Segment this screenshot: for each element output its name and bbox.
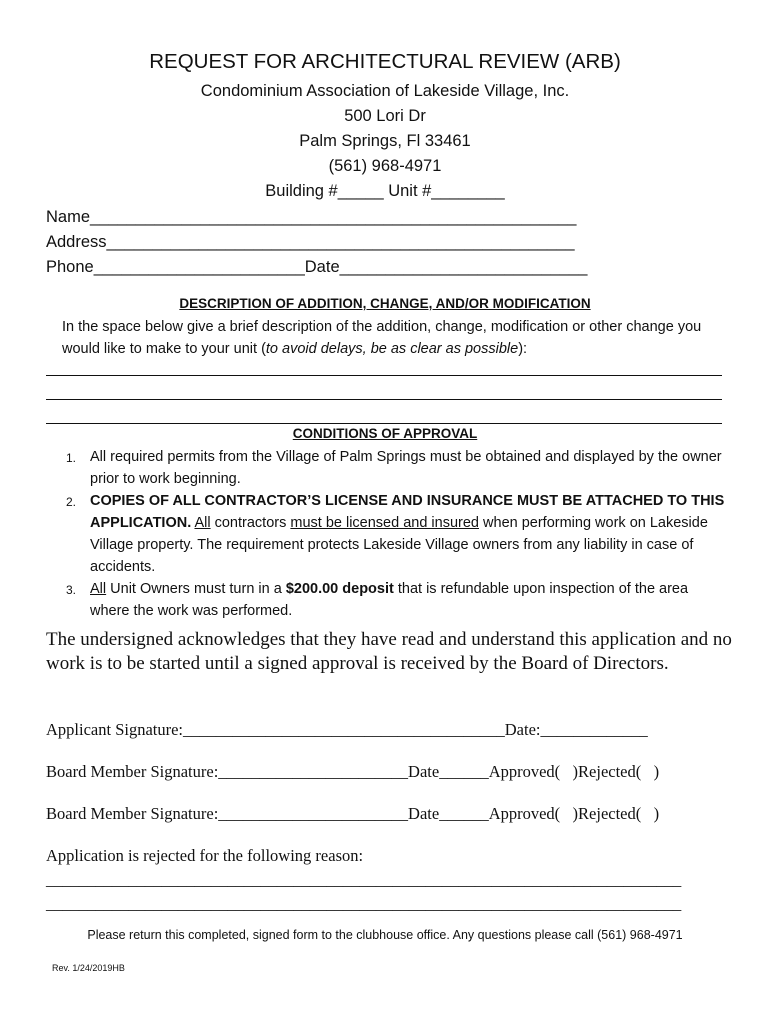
condition-2-mid: contractors	[210, 515, 291, 531]
condition-3-b: that is refundable upon inspection of the area where the work was performed.	[90, 581, 689, 619]
condition-3-all: All	[90, 581, 107, 597]
footer-note: Please return this completed, signed form to the clubhouse office. Any questions please call (561) 968-4971	[87, 928, 683, 942]
condition-number-2: 2.	[66, 495, 77, 509]
acknowledgement-text: The undersigned acknowledges that they have read and understand this application and no work is to be started until a signed approval is received by the Board of Directors.	[46, 629, 732, 674]
condition-2-rest: when performing work on Lakeside Village property. The requirement protects Lakeside Village owners from any liability in case of accidents.	[90, 515, 708, 575]
description-line-3[interactable]	[46, 423, 722, 424]
condition-number-1: 1.	[66, 451, 77, 465]
condition-3	[90, 578, 730, 622]
revision-label: Rev. 1/24/2019HB	[52, 963, 125, 973]
description-text-italic: to avoid delays, be as clear as possible	[265, 341, 519, 357]
description-text-start: In the space below give a brief description of the addition, change, modification or other change you would like to make to your unit (	[62, 319, 702, 357]
description-line-1[interactable]	[46, 375, 722, 376]
conditions-heading: CONDITIONS OF APPROVAL	[292, 426, 478, 441]
condition-number-3: 3.	[66, 583, 77, 597]
description-instructions	[62, 316, 742, 360]
condition-2-underlined: must be licensed and insured	[290, 515, 479, 531]
association-name: Condominium Association of Lakeside Village, Inc.	[200, 82, 570, 100]
condition-1: All required permits from the Village of Palm Springs must be obtained and displayed by the owner prior to work beginning.	[90, 449, 722, 487]
form-title: REQUEST FOR ARCHITECTURAL REVIEW (ARB)	[149, 50, 621, 73]
description-heading: DESCRIPTION OF ADDITION, CHANGE, AND/OR MODIFICATION	[179, 296, 591, 311]
rejection-reason-line-2[interactable]: _____________________________________________________________________________	[46, 894, 682, 913]
street-address: 500 Lori Dr	[344, 107, 426, 125]
applicant-signature-field[interactable]: Applicant Signature:_______________________________________Date:_____________	[46, 720, 648, 739]
condition-2-bold: COPIES OF ALL CONTRACTOR’S LICENSE AND INSURANCE MUST BE ATTACHED TO THIS APPLICATION.	[90, 493, 725, 531]
board-member-signature-2[interactable]: Board Member Signature:_______________________Date______Approved( )Rejected( )	[46, 804, 660, 823]
condition-2	[90, 490, 730, 578]
condition-3-a: Unit Owners must turn in a	[106, 581, 286, 597]
association-phone: (561) 968-4971	[328, 157, 442, 175]
address-field[interactable]: Address___________________________________________________	[46, 233, 575, 251]
deposit-amount: $200.00 deposit	[285, 581, 394, 597]
condition-2-all: All	[194, 515, 211, 531]
rejection-reason-label: Application is rejected for the following reason:	[46, 846, 364, 865]
description-text-end: ):	[518, 341, 528, 357]
description-line-2[interactable]	[46, 399, 722, 400]
city-state-zip: Palm Springs, Fl 33461	[299, 132, 471, 150]
name-field[interactable]: Name_____________________________________________________	[46, 208, 577, 226]
building-unit-field[interactable]: Building #_____ Unit #________	[265, 182, 505, 200]
phone-date-field[interactable]: Phone_______________________Date___________________________	[46, 258, 588, 276]
board-member-signature-1[interactable]: Board Member Signature:_______________________Date______Approved( )Rejected( )	[46, 762, 660, 781]
rejection-reason-line-1[interactable]: _____________________________________________________________________________	[46, 870, 682, 889]
